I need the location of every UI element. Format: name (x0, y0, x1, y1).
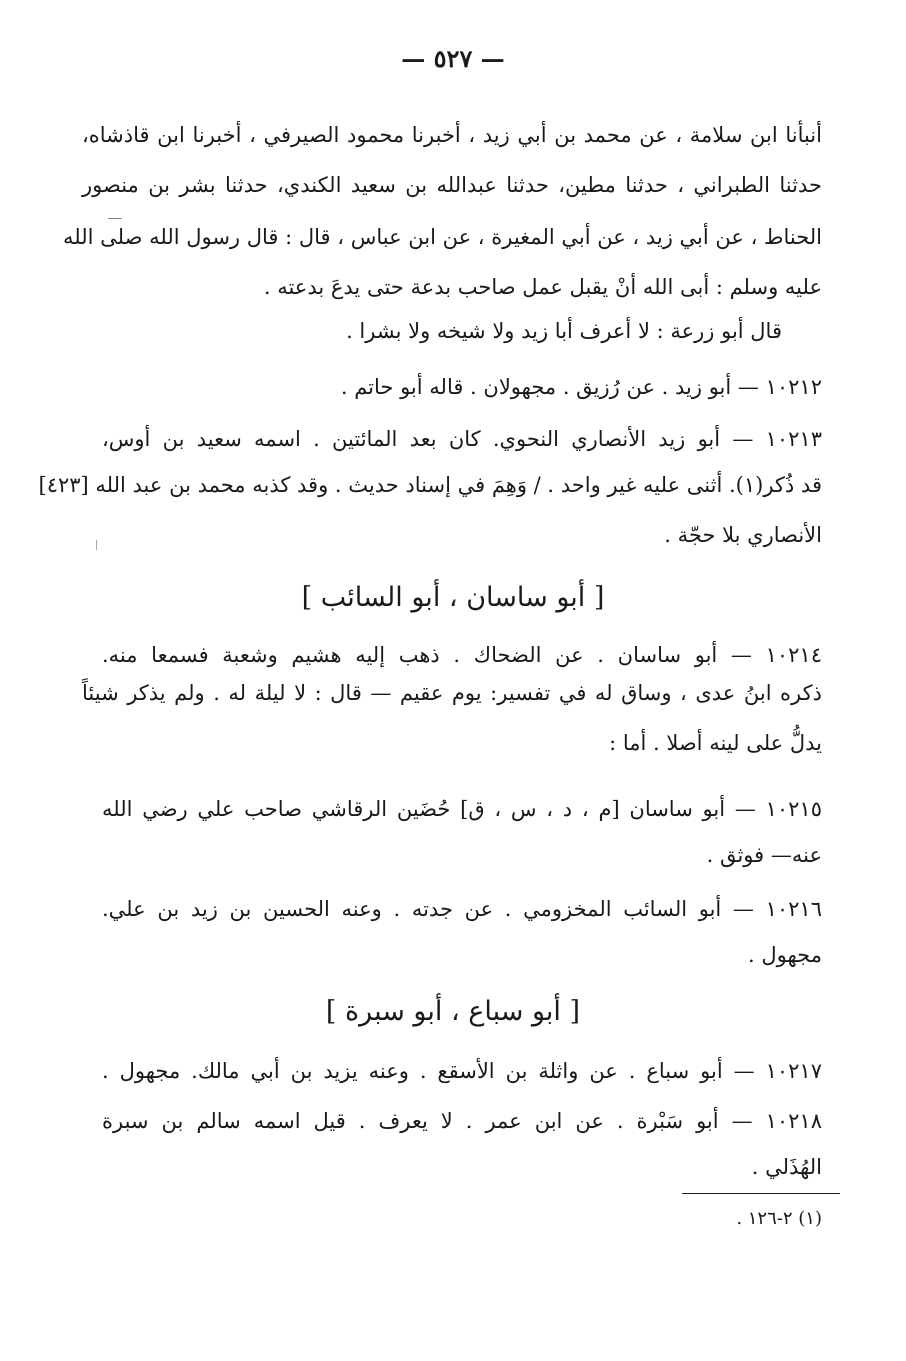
section-heading: [ أبو ساسان ، أبو السائب ] (301, 582, 605, 613)
text-line: عليه وسلم : أبى الله أنْ يقبل عمل صاحب بدعة حتى يدعَ بدعته . (263, 275, 822, 299)
text-line: ذكره ابنُ عدى ، وساق له في تفسير: يوم عقيم — قال : لا ليلة له . ولم يذكر شيئاً (82, 681, 822, 705)
entry-10218: ١٠٢١٨ — أبو سَبْرة . عن ابن عمر . لا يعرف . قيل اسمه سالم بن سبرة (102, 1109, 822, 1133)
entry-10217: ١٠٢١٧ — أبو سباع . عن واثلة بن الأسقع . وعنه يزيد بن أبي مالك. مجهول . (102, 1059, 822, 1083)
text-line: قد ذُكر(١). أثنى عليه غير واحد . / وَهِمَ في إسناد حديث . وقد كذبه محمد بن عبد الله [٤٢٣] (38, 473, 822, 497)
text-line: الأنصاري بلا حجّة . (664, 523, 822, 547)
text-line: أنبأنا ابن سلامة ، عن محمد بن أبي زيد ، أخبرنا محمود الصيرفي ، أخبرنا ابن قاذشاه، (82, 123, 822, 147)
scan-mark (96, 540, 101, 550)
section-heading: [ أبو سباع ، أبو سبرة ] (325, 996, 581, 1027)
footnote: (١) ٢-١٢٦ . (736, 1208, 822, 1229)
text-line: مجهول . (748, 943, 822, 967)
text-line: قال أبو زرعة : لا أعرف أبا زيد ولا شيخه ولا بشرا . (346, 319, 782, 343)
scan-mark (108, 218, 122, 219)
footnote-divider (682, 1193, 840, 1194)
text-line: يدلُّ على لينه أصلا . أما : (609, 731, 822, 755)
text-line: الهُذَلي . (751, 1155, 822, 1179)
entry-10215: ١٠٢١٥ — أبو ساسان [م ، د ، س ، ق] حُضَين الرقاشي صاحب علي رضي الله (102, 797, 822, 821)
text-line: حدثنا الطبراني ، حدثنا مطين، حدثنا عبدالله بن سعيد الكندي، حدثنا بشر بن منصور (82, 173, 822, 197)
text-line: عنه— فوثق . (706, 843, 822, 867)
text-line: الحناط ، عن أبي زيد ، عن أبي المغيرة ، عن ابن عباس ، قال : قال رسول الله صلى الله (63, 225, 822, 249)
page-number: — ٥٢٧ — (401, 44, 505, 73)
entry-10216: ١٠٢١٦ — أبو السائب المخزومي . عن جدته . وعنه الحسين بن زيد بن علي. (102, 897, 822, 921)
entry-10213: ١٠٢١٣ — أبو زيد الأنصاري النحوي. كان بعد المائتين . اسمه سعيد بن أوس، (102, 427, 822, 451)
entry-10214: ١٠٢١٤ — أبو ساسان . عن الضحاك . ذهب إليه هشيم وشعبة فسمعا منه. (102, 643, 822, 667)
entry-10212: ١٠٢١٢ — أبو زيد . عن رُزيق . مجهولان . قاله أبو حاتم . (340, 375, 822, 399)
